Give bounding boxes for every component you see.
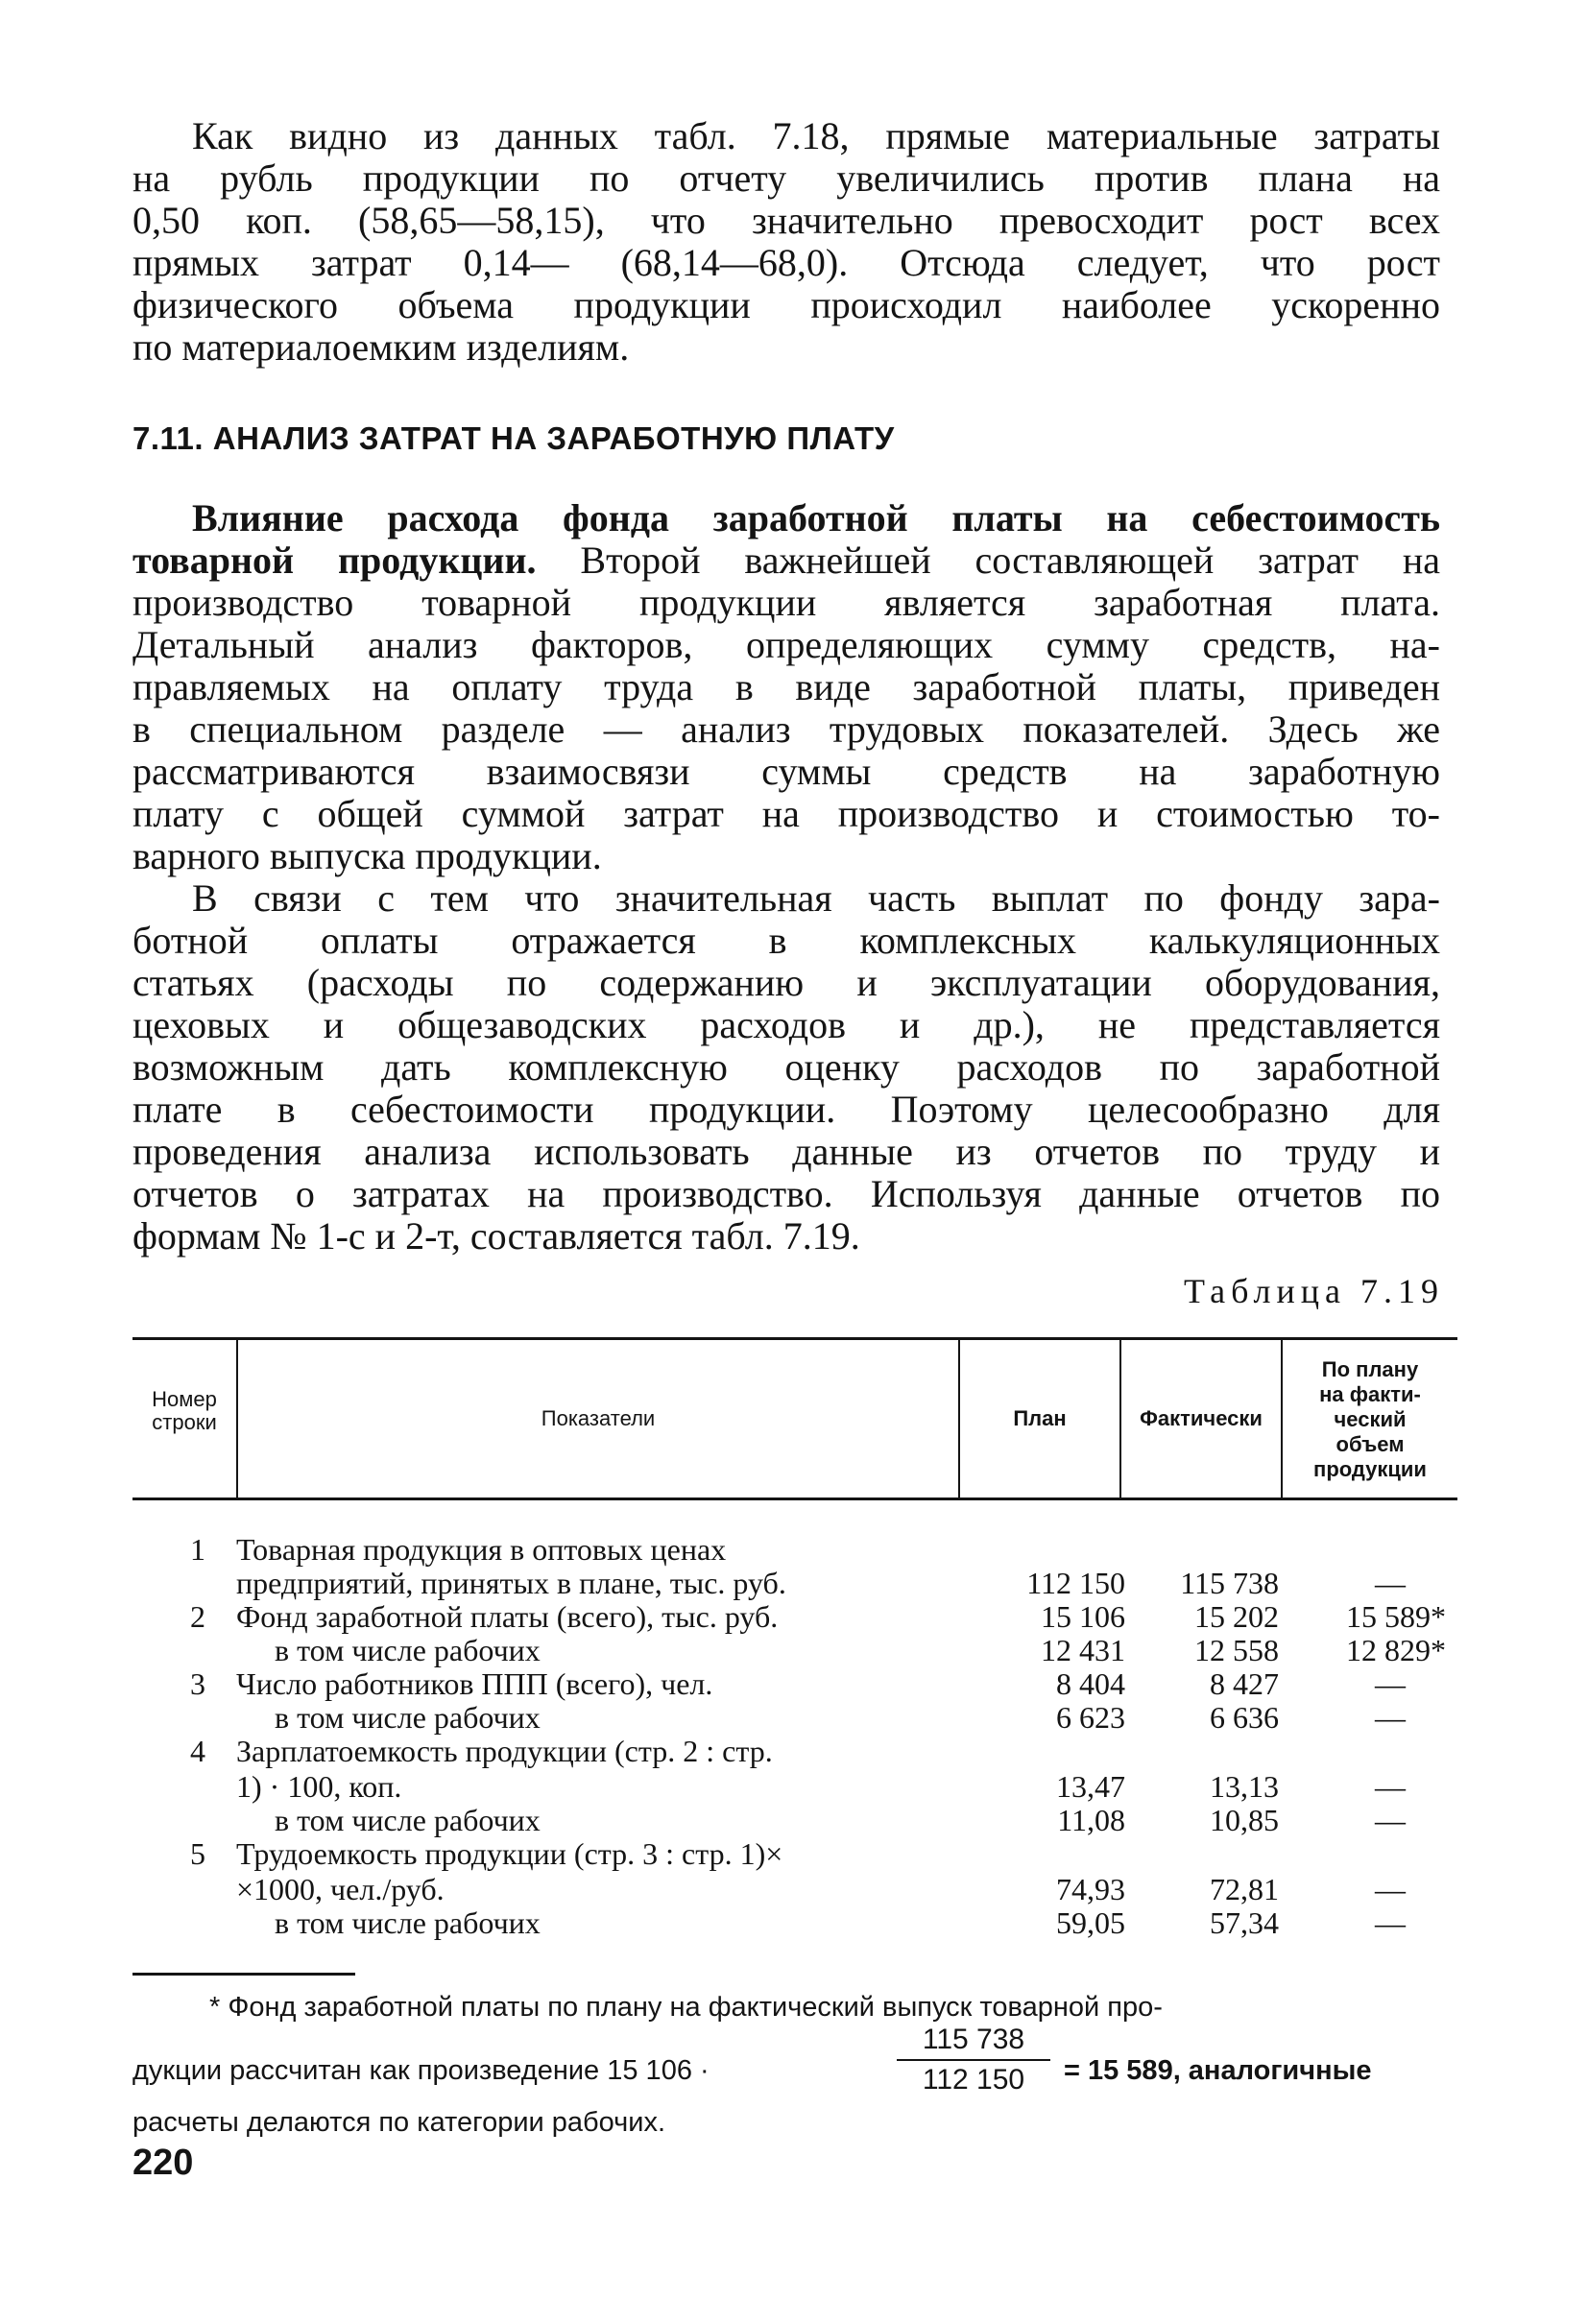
header-text: Номер xyxy=(152,1387,217,1411)
table-row xyxy=(0,1567,1588,1599)
table-row xyxy=(0,1873,1588,1905)
text-line: рассматриваются взаимосвязи суммы средств на заработную xyxy=(132,750,1440,793)
text-line: статьях (расходы по содержанию и эксплуатации оборудования, xyxy=(132,961,1440,1004)
cell-plan: 15 106 xyxy=(1041,1599,1125,1634)
cell-label: в том числе рабочих xyxy=(275,1803,541,1837)
cell-plan: 11,08 xyxy=(1057,1803,1125,1837)
text-line: прямых затрат 0,14— (68,14—68,0). Отсюда следует, что рост xyxy=(132,241,1440,284)
fraction-numerator: 115 738 xyxy=(922,2024,1025,2055)
table-row xyxy=(0,1634,1588,1666)
text-line: В связи с тем что значительная часть выплат по фонду зара- xyxy=(192,876,1440,920)
cell-num: 1 xyxy=(190,1532,205,1567)
text-line: отчетов о затратах на производство. Используя данные отчетов по xyxy=(132,1172,1440,1215)
cell-plan: 13,47 xyxy=(1056,1769,1125,1804)
cell-actual: 115 738 xyxy=(1180,1566,1279,1600)
cell-num: 2 xyxy=(190,1599,205,1634)
text-line: варного выпуска продукции. xyxy=(132,834,602,877)
footnote-line: расчеты делаются по категории рабочих. xyxy=(132,2107,666,2138)
cell-label: Фонд заработной платы (всего), тыс. руб. xyxy=(236,1599,779,1634)
cell-plan: 12 431 xyxy=(1041,1633,1125,1667)
header-actual: Фактически xyxy=(1140,1406,1263,1430)
footnote-line: дукции рассчитан как произведение 15 106 · xyxy=(132,2055,710,2086)
cell-num: 5 xyxy=(190,1836,205,1871)
cell-actual: 15 202 xyxy=(1194,1599,1279,1634)
text-line: производство товарной продукции является заработная плата. xyxy=(132,581,1440,624)
cell-label: Трудоемкость продукции (стр. 3 : стр. 1)× xyxy=(236,1836,783,1871)
page-number: 220 xyxy=(132,2143,194,2183)
cell-actual: 57,34 xyxy=(1210,1905,1279,1940)
cell-plan-on-actual: — xyxy=(1375,1566,1406,1600)
text-line: плату с общей суммой затрат на производство и стоимостью то- xyxy=(132,792,1440,835)
text-line: возможным дать комплексную оценку расходов по заработной xyxy=(132,1045,1440,1089)
table-row xyxy=(0,1600,1588,1633)
bold-lead-text: товарной продукции. xyxy=(132,539,537,582)
cell-actual: 8 427 xyxy=(1210,1666,1279,1701)
cell-label: в том числе рабочих xyxy=(275,1633,541,1667)
table-row xyxy=(0,1770,1588,1803)
text-line: 0,50 коп. (58,65—58,15), что значительно превосходит рост всех xyxy=(132,199,1440,242)
cell-plan-on-actual: — xyxy=(1375,1666,1406,1701)
cell-plan-on-actual: 15 589* xyxy=(1346,1599,1446,1634)
cell-plan-on-actual: — xyxy=(1375,1769,1406,1804)
header-text: строки xyxy=(152,1410,217,1434)
cell-plan-on-actual: — xyxy=(1375,1872,1406,1906)
cell-plan: 112 150 xyxy=(1026,1566,1125,1600)
header-text: объем xyxy=(1335,1432,1405,1456)
table-row xyxy=(0,1533,1588,1566)
table-row xyxy=(0,1701,1588,1734)
fraction-bar xyxy=(897,2059,1050,2061)
cell-plan-on-actual: — xyxy=(1375,1803,1406,1837)
table-caption: Таблица 7.19 xyxy=(1184,1272,1444,1310)
text-line: физического объема продукции происходил наиболее ускоренно xyxy=(132,283,1440,326)
cell-label: Товарная продукция в оптовых ценах xyxy=(236,1532,727,1567)
cell-label: 1) · 100, коп. xyxy=(236,1769,402,1804)
table-row xyxy=(0,1804,1588,1836)
footnote-separator xyxy=(132,1973,355,1976)
cell-label: Число работников ППП (всего), чел. xyxy=(236,1666,713,1701)
cell-plan: 6 623 xyxy=(1056,1700,1125,1735)
intro-paragraph xyxy=(132,115,1440,369)
cell-num: 3 xyxy=(190,1666,205,1701)
footnote-line: * Фонд заработной платы по плану на фактический выпуск товарной про- xyxy=(209,1992,1163,2023)
cell-num: 4 xyxy=(190,1734,205,1768)
text-line: ботной оплаты отражается в комплексных калькуляционных xyxy=(132,919,1440,962)
header-plan-on-actual xyxy=(1283,1357,1457,1482)
cell-plan: 8 404 xyxy=(1056,1666,1125,1701)
text-line: правляемых на оплату труда в виде заработной платы, приведен xyxy=(132,665,1440,708)
table-header-bottom-rule xyxy=(132,1497,1457,1500)
table-row xyxy=(0,1735,1588,1767)
header-row-number xyxy=(132,1388,236,1434)
header-text: ческий xyxy=(1334,1407,1407,1431)
footnote-line: = 15 589, аналогичные xyxy=(1064,2055,1372,2086)
text-line: на рубль продукции по отчету увеличились против плана на xyxy=(132,156,1440,200)
cell-actual: 12 558 xyxy=(1194,1633,1279,1667)
cell-label: в том числе рабочих xyxy=(275,1700,541,1735)
cell-plan: 59,05 xyxy=(1056,1905,1125,1940)
text-line: плате в себестоимости продукции. Поэтому целесообразно для xyxy=(132,1088,1440,1131)
table-row xyxy=(0,1906,1588,1939)
text-line: Как видно из данных табл. 7.18, прямые материальные затраты xyxy=(192,114,1440,157)
paragraph-analysis-method xyxy=(132,877,1440,1258)
cell-label: Зарплатоемкость продукции (стр. 2 : стр. xyxy=(236,1734,773,1768)
text-line: формам № 1-с и 2-т, составляется табл. 7.19. xyxy=(132,1214,860,1258)
cell-plan-on-actual: 12 829* xyxy=(1346,1633,1446,1667)
cell-actual: 10,85 xyxy=(1210,1803,1279,1837)
cell-actual: 13,13 xyxy=(1210,1769,1279,1804)
cell-plan-on-actual: — xyxy=(1375,1700,1406,1735)
section-heading: 7.11. АНАЛИЗ ЗАТРАТ НА ЗАРАБОТНУЮ ПЛАТУ xyxy=(132,420,895,456)
paragraph-salary-influence xyxy=(132,497,1440,877)
table-row xyxy=(0,1837,1588,1870)
table-row xyxy=(0,1667,1588,1700)
cell-label: в том числе рабочих xyxy=(275,1905,541,1940)
header-plan: План xyxy=(1013,1406,1067,1430)
header-text: продукции xyxy=(1313,1457,1427,1481)
text-line: по материалоемким изделиям. xyxy=(132,325,630,369)
text-fragment: Второй важнейшей составляющей затрат на xyxy=(536,539,1440,582)
header-text: на факти- xyxy=(1319,1382,1421,1406)
table-top-rule xyxy=(132,1337,1457,1340)
cell-actual: 72,81 xyxy=(1210,1872,1279,1906)
text-line: Детальный анализ факторов, определяющих сумму средств, на- xyxy=(132,623,1440,666)
cell-label: предприятий, принятых в плане, тыс. руб. xyxy=(236,1566,786,1600)
text-line xyxy=(132,539,1440,582)
cell-actual: 6 636 xyxy=(1210,1700,1279,1735)
cell-plan-on-actual: — xyxy=(1375,1905,1406,1940)
text-line: цеховых и общезаводских расходов и др.), не представляется xyxy=(132,1003,1440,1046)
cell-plan: 74,93 xyxy=(1056,1872,1125,1906)
header-text: По плану xyxy=(1321,1357,1419,1381)
fraction-denominator: 112 150 xyxy=(922,2064,1025,2096)
text-line: в специальном разделе — анализ трудовых показателей. Здесь же xyxy=(132,707,1440,751)
bold-lead-line: Влияние расхода фонда заработной платы на себестоимость xyxy=(192,496,1440,539)
cell-label: ×1000, чел./руб. xyxy=(236,1872,445,1906)
header-indicators: Показатели xyxy=(541,1406,656,1430)
text-line: проведения анализа использовать данные из отчетов по труду и xyxy=(132,1130,1440,1173)
